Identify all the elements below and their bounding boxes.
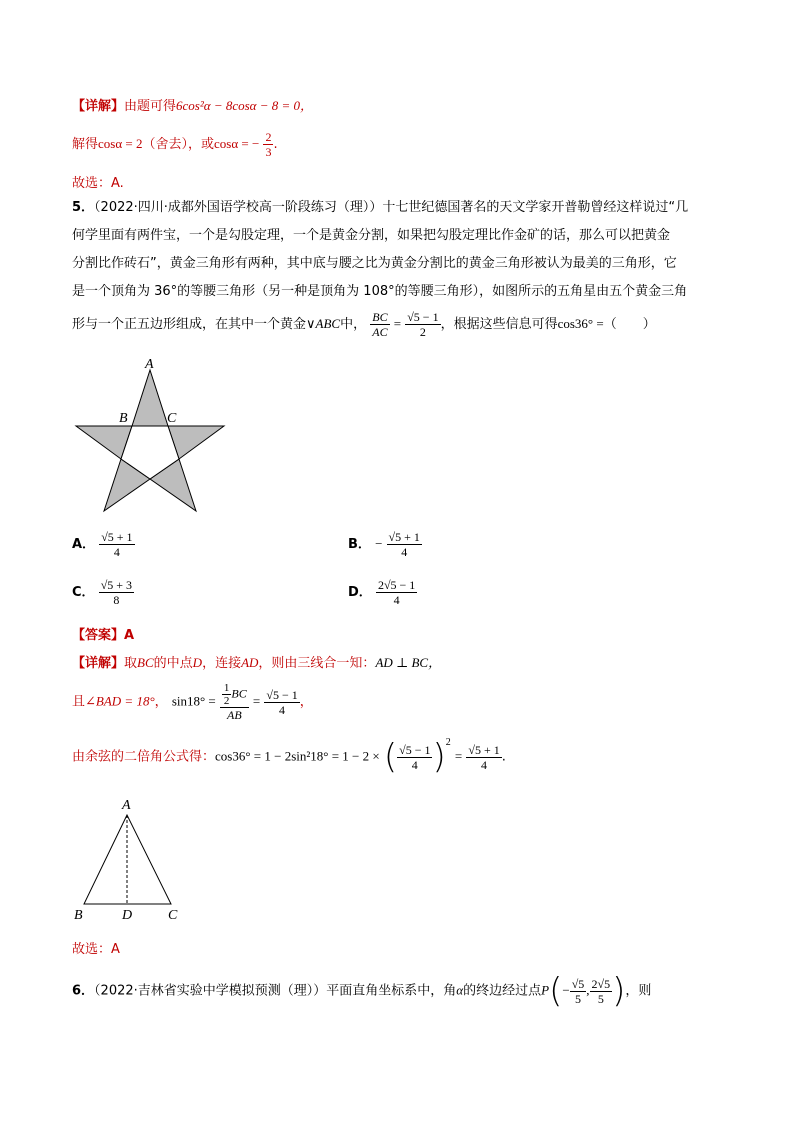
q5-line2: 何学里面有两件宝，一个是勾股定理，一个是黄金分割，如果把勾股定理比作金矿的话，那么可以把黄金 <box>72 228 671 243</box>
question-number: 6． <box>72 983 95 999</box>
golden-ratio: $\frac{√5 - 1}{2}$ <box>407 310 439 339</box>
q5-line3: 分割比作砖石”，黄金三角形有两种，其中底与腰之比为黄金分割比的黄金三角形被认为最美的三角形，它 <box>72 256 677 271</box>
option-value: $\frac{√5 + 3}{8}$ <box>100 578 133 607</box>
text: 取 <box>124 656 138 671</box>
right-paren: ) <box>432 737 446 777</box>
tri-label-d: D <box>122 908 133 923</box>
q5-line1 <box>72 196 688 215</box>
alpha-symbol: α <box>456 982 464 998</box>
tri-label-c: C <box>168 908 178 923</box>
text: 由余弦的二倍角公式得： <box>72 749 216 765</box>
square-exponent: 2 <box>445 737 451 749</box>
text: 平面直角坐标系中，角 <box>326 983 457 999</box>
option-d[interactable] <box>348 578 417 607</box>
option-b[interactable] <box>348 530 422 559</box>
text: （舍去） <box>142 137 189 152</box>
detail-tag: 【详解】 <box>72 99 125 114</box>
option-value: $\frac{2√5 - 1}{4}$ <box>377 578 416 607</box>
option-a[interactable] <box>72 530 135 559</box>
fraction: $\frac{2}{3}$ <box>265 130 272 159</box>
question-source: （2022·四川·成都外国语学校高一阶段练习（理）） <box>94 200 383 215</box>
five-pointed-star-figure <box>70 355 230 515</box>
detail-tag: 【详解】 <box>72 656 125 671</box>
star-label-c: C <box>167 411 177 426</box>
right-paren: ) <box>612 971 626 1011</box>
prev-solution-line1 <box>72 95 313 114</box>
ratio-bc-ac: $\frac{BC}{AC}$ <box>372 310 388 339</box>
q5-line5 <box>72 310 656 339</box>
option-label: A． <box>72 537 96 552</box>
isosceles-triangle-figure <box>70 793 190 925</box>
text: 由题可得 <box>124 99 177 114</box>
text: ，则 <box>625 983 652 999</box>
triangle-abc: ∨ABC <box>306 316 341 331</box>
text: 的中点 <box>153 656 193 671</box>
tri-label-a: A <box>122 798 131 813</box>
option-value: $\frac{√5 + 1}{4}$ <box>101 530 133 559</box>
option-value: $\frac{√5 + 1}{4}$ <box>388 530 420 559</box>
option-label: B． <box>348 537 371 552</box>
angle-bad: ∠BAD = 18° <box>85 693 155 709</box>
sin18-result: $\frac{√5 - 1}{4}$ <box>266 687 298 717</box>
question-number: 5． <box>72 200 95 215</box>
text: ，则由三线合一知： <box>258 656 376 671</box>
equation: 6cos²α − 8cosα − 8 = 0， <box>176 98 314 113</box>
text: 中， <box>340 317 367 332</box>
point-d: D <box>192 655 203 670</box>
equals: = <box>454 748 463 764</box>
x-coord: $\frac{√5}{5}$ <box>571 976 585 1006</box>
left-paren: ( <box>383 737 398 777</box>
left-paren: ( <box>549 971 563 1011</box>
text: 形与一个正五边形组成，在其中一个黄金 <box>72 317 307 332</box>
star-label-a: A <box>145 357 154 372</box>
cos36-result: $\frac{√5 + 1}{4}$ <box>468 742 500 772</box>
answer-value: A <box>124 628 135 643</box>
question-source: （2022·吉林省实验中学模拟预测（理）） <box>94 983 327 999</box>
equation: cosα = − <box>214 136 260 151</box>
answer-bracket: （ ） <box>603 317 656 332</box>
minus-sign: − <box>375 536 383 551</box>
text: 的终边经过点 <box>463 983 542 999</box>
point-p: P <box>541 982 550 998</box>
tri-label-b: B <box>74 908 83 923</box>
q5-line4: 是一个顶角为 36°的等腰三角形（另一种是顶角为 108°的等腰三角形），如图所示的五角星由五个黄金三角 <box>72 284 688 299</box>
option-label: D． <box>348 585 372 600</box>
segment-ad: AD <box>241 655 259 670</box>
answer-line <box>72 624 134 643</box>
comma: ， <box>154 694 168 710</box>
option-c[interactable] <box>72 578 134 607</box>
q6-line1 <box>72 971 652 1011</box>
period: . <box>501 749 506 765</box>
text: ，连接 <box>202 656 242 671</box>
equals: = <box>393 316 402 331</box>
text: ，根据这些信息可得 <box>440 317 558 332</box>
half-bc-over-ab: $\frac{1}{2}$ BC AB <box>220 682 249 722</box>
inner-fraction: $\frac{√5 - 1}{4}$ <box>399 742 431 772</box>
choose-answer-2: 故选：A <box>72 942 120 957</box>
text: ，或 <box>188 137 215 152</box>
minus-sign: − <box>562 982 570 998</box>
option-label: C． <box>72 585 95 600</box>
comma: ， <box>299 694 313 710</box>
y-coord: $\frac{2√5}{5}$ <box>591 976 611 1006</box>
cos36-derivation: cos36° = 1 − 2sin²18° = 1 − 2 × <box>215 748 380 764</box>
equals: = <box>252 693 261 709</box>
star-label-b: B <box>119 411 128 426</box>
text: 十七世纪德国著名的天文学家开普勒曾经这样说过“几 <box>382 200 689 215</box>
cos36-expr: cos36° = <box>557 316 604 331</box>
equation: cosα = 2 <box>98 136 143 151</box>
period: . <box>273 137 278 152</box>
text: 解得 <box>72 137 99 152</box>
detail-line2 <box>72 682 313 722</box>
perpendicular-eq: AD ⊥ BC， <box>375 655 442 670</box>
sin18-expr: sin18° = <box>171 693 216 709</box>
prev-solution-line2 <box>72 130 278 159</box>
segment-bc: BC <box>137 655 154 670</box>
answer-tag: 【答案】 <box>72 628 125 643</box>
detail-line1 <box>72 652 441 671</box>
choose-answer: 故选：A. <box>72 176 124 191</box>
comma: , <box>586 982 590 998</box>
text: 且 <box>72 694 86 710</box>
detail-line3 <box>72 737 506 777</box>
